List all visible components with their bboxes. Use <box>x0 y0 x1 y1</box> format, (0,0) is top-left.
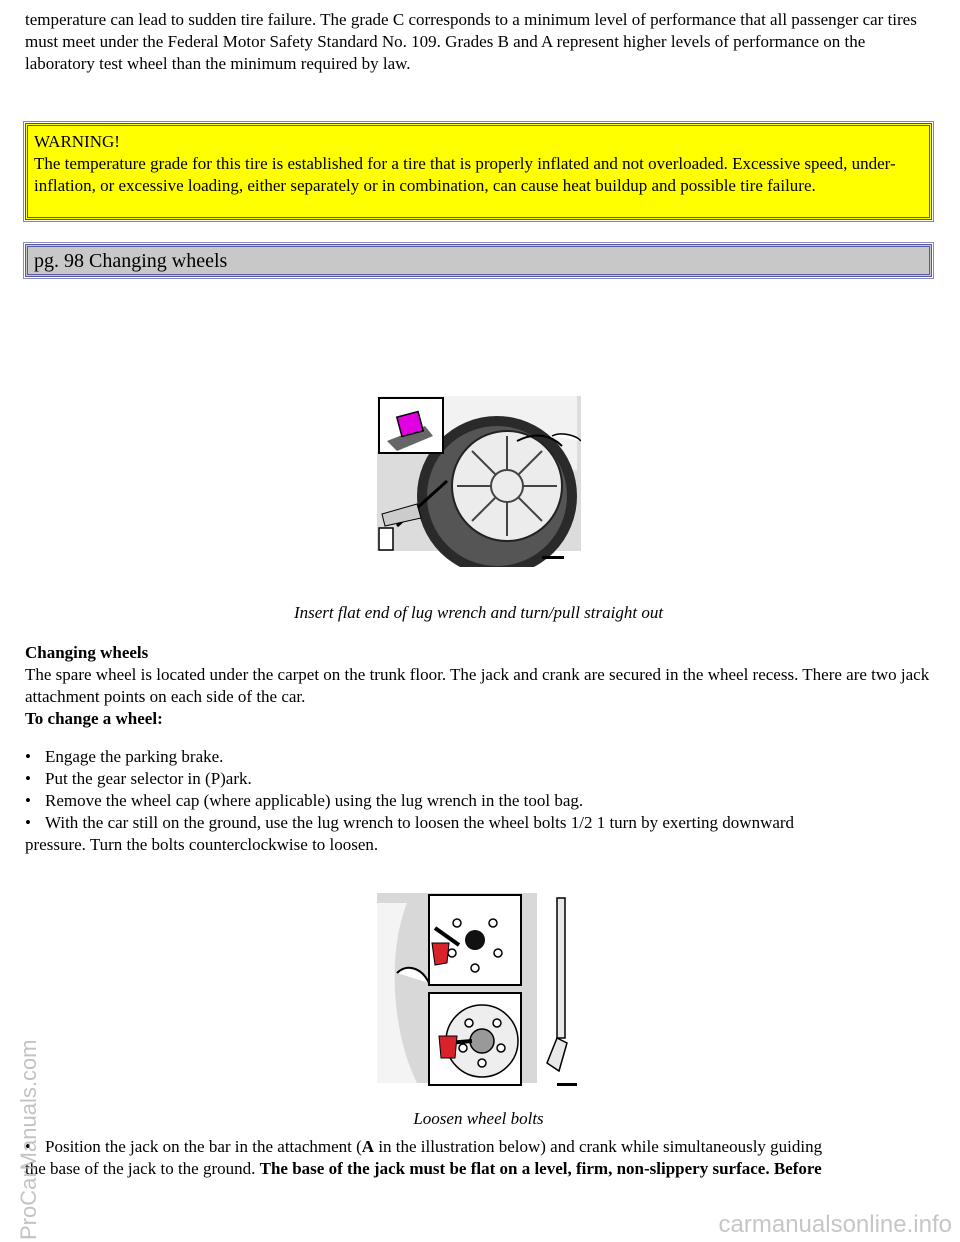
list-item: • Put the gear selector in (P)ark. <box>25 768 930 790</box>
lug-wrench-wheel-cap-illustration <box>377 396 581 567</box>
warning-box <box>25 123 932 220</box>
figure1-caption: Insert flat end of lug wrench and turn/pull straight out <box>293 603 664 622</box>
step5-text-d: the base of the jack to the ground. <box>25 1159 260 1178</box>
list-item: • Engage the parking brake. <box>25 746 930 768</box>
watermark-bottom: carmanualsonline.info <box>718 1211 952 1238</box>
watermark-left: ProCarManuals.com <box>16 1039 41 1240</box>
list-item-continuation: pressure. Turn the bolts counterclockwise to loosen. <box>25 835 379 854</box>
figure2-caption: Loosen wheel bolts <box>413 1109 544 1128</box>
changing-wheels-section <box>25 642 930 730</box>
change-subheading: To change a wheel: <box>25 709 163 728</box>
step5-text-a: Position the jack on the bar in the attachment ( <box>45 1137 362 1156</box>
section-title-bar <box>25 244 932 277</box>
warning-title: WARNING! <box>34 132 120 151</box>
list-item <box>25 1136 930 1180</box>
steps-list <box>25 746 930 856</box>
step5-text-c: in the illustration below) and crank while simultaneously guiding <box>374 1137 823 1156</box>
step5-warning-text: The base of the jack must be flat on a level, firm, non-slippery surface. Before <box>259 1159 822 1178</box>
list-item: • Remove the wheel cap (where applicable) using the lug wrench in the tool bag. <box>25 790 930 812</box>
step5-marker-a: A <box>361 1137 375 1156</box>
section-title: pg. 98 Changing wheels <box>34 250 228 272</box>
steps-list-continued <box>25 1136 930 1180</box>
list-item-text: With the car still on the ground, use the lug wrench to loosen the wheel bolts 1/2 1 turn by exerting downward <box>45 813 795 832</box>
loosen-wheel-bolts-illustration <box>377 893 581 1089</box>
changing-heading: Changing wheels <box>25 643 149 662</box>
warning-text: The temperature grade for this tire is established for a tire that is properly inflated and not overloaded. Excessive speed, under-inflation, or excessive loading, either separately or in combination, can cause heat buildup and possible tire failure. <box>34 154 896 195</box>
changing-text: The spare wheel is located under the carpet on the trunk floor. The jack and crank are secured in the wheel recess. There are two jack attachment points on each side of the car. <box>25 665 930 706</box>
intro-paragraph: temperature can lead to sudden tire failure. The grade C corresponds to a minimum level of performance that all passenger car tires must meet under the Federal Motor Safety Standard No. 109. Grades B and A represent higher levels of performance on the laboratory test wheel than the minimum required by law. <box>25 10 917 73</box>
list-item <box>25 812 930 856</box>
